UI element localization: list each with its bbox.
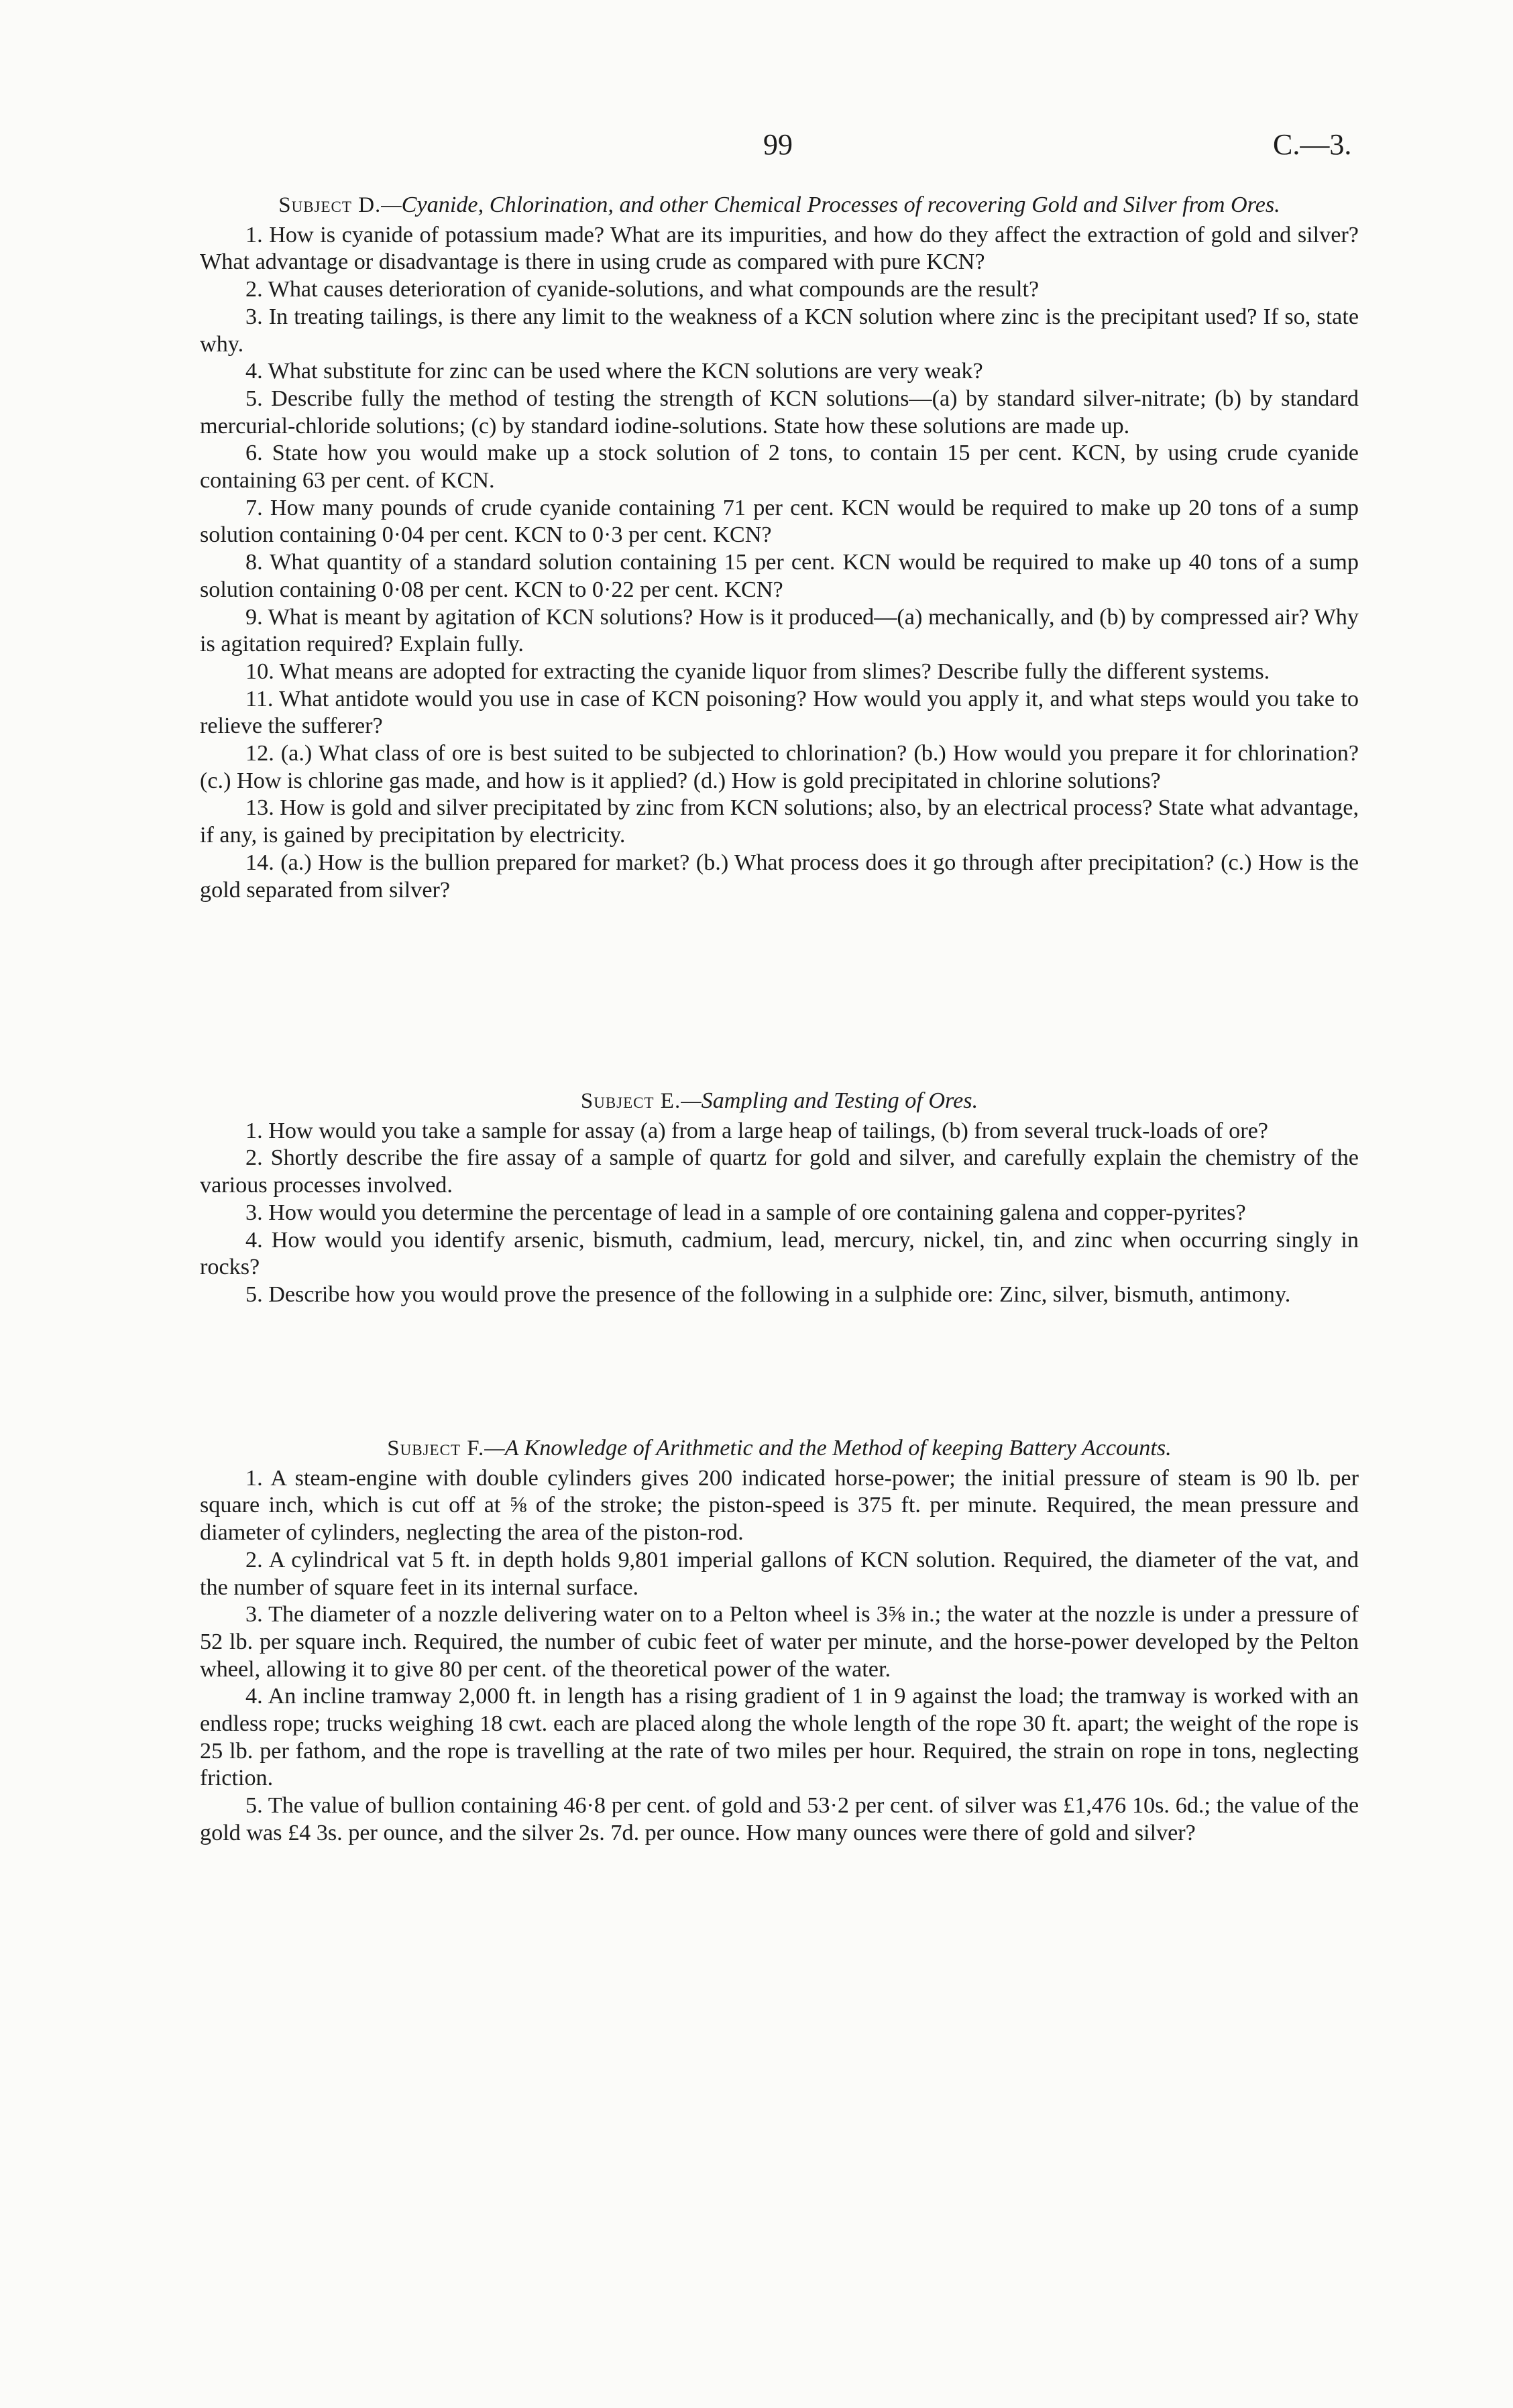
question: 4. How would you identify arsenic, bismuth, cadmium, lead, mercury, nickel, tin, and zinc when occurring singly in rocks? (200, 1227, 1359, 1280)
question: 4. An incline tramway 2,000 ft. in length has a rising gradient of 1 in 9 against the load; the tramway is worked with an endless rope; trucks weighing 18 cwt. each are placed along the whole length of the rope 30 ft. apart; the weight of the rope is 25 lb. per fathom, and the rope is travelling at the rate of two miles per hour. Required, the strain on rope in tons, neglecting friction. (200, 1684, 1359, 1791)
question: 6. State how you would make up a stock solution of 2 tons, to contain 15 per cent. KCN, by using crude cyanide containing 63 per cent. of KCN. (200, 441, 1359, 494)
section-heading: —Sampling and Testing of Ores. (681, 1088, 978, 1113)
question: 1. A steam-engine with double cylinders gives 200 indicated horse-power; the initial pressure of steam is 90 lb. per square inch, which is cut off at ⅝ of the stroke; the piston-speed is 375 ft. per minute. Required, the mean pressure and diameter of cylinders, neglecting the area of the piston-rod. (200, 1465, 1359, 1546)
section-title (200, 192, 1359, 219)
question: 12. (a.) What class of ore is best suited to be subjected to chlorination? (b.) How would you prepare it for chlorination? (c.) How is chlorine gas made, and how is it applied? (d.) How is gold precipitated in chlorine solutions? (200, 741, 1359, 793)
question: 8. What quantity of a standard solution containing 15 per cent. KCN would be required to make up 40 tons of a sump solution containing 0·08 per cent. KCN to 0·22 per cent. KCN? (200, 550, 1359, 602)
question: 11. What antidote would you use in case of KCN poisoning? How would you apply it, and what steps would you take to relieve the sufferer? (200, 686, 1359, 739)
section-title (200, 1088, 1359, 1115)
question: 5. Describe how you would prove the presence of the following in a sulphide ore: Zinc, silver, bismuth, antimony. (245, 1281, 1291, 1307)
section-subject-d (200, 192, 1359, 904)
question: 10. What means are adopted for extracting the cyanide liquor from slimes? Describe fully the different systems. (245, 658, 1270, 684)
page-number: 99 (763, 128, 793, 161)
section-label: Subject F. (387, 1436, 485, 1460)
question: 1. How would you take a sample for assay (a) from a large heap of tailings, (b) from several truck-loads of ore? (245, 1118, 1268, 1143)
question: 2. What causes deterioration of cyanide-solutions, and what compounds are the result? (245, 277, 1040, 302)
section-subject-e (200, 1088, 1359, 1309)
question: 3. How would you determine the percentage of lead in a sample of ore containing galena and copper-pyrites? (245, 1200, 1246, 1225)
section-title (200, 1435, 1359, 1463)
question: 4. What substitute for zinc can be used where the KCN solutions are very weak? (245, 359, 983, 384)
question: 5. Describe fully the method of testing the strength of KCN solutions—(a) by standard silver-nitrate; (b) by standard mercurial-chloride solutions; (c) by standard iodine-solutions. State how these solutions are made up. (200, 386, 1359, 439)
question: 9. What is meant by agitation of KCN solutions? How is it produced—(a) mechanically, and (b) by compressed air? Why is agitation required? Explain fully. (200, 604, 1359, 657)
section-subject-f (200, 1435, 1359, 1847)
question: 2. Shortly describe the fire assay of a sample of quartz for gold and silver, and carefully explain the chemistry of the various processes involved. (200, 1145, 1359, 1198)
question: 14. (a.) How is the bullion prepared for market? (b.) What process does it go through after precipitation? (c.) How is the gold separated from silver? (200, 850, 1359, 903)
section-heading: —Cyanide, Chlorination, and other Chemical Processes of recovering Gold and Silver from Ores. (381, 192, 1280, 217)
question: 1. How is cyanide of potassium made? What are its impurities, and how do they affect the extraction of gold and silver? What advantage or disadvantage is there in using crude as compared with pure KCN? (200, 222, 1359, 275)
question: 7. How many pounds of crude cyanide containing 71 per cent. KCN would be required to make up 20 tons of a sump solution containing 0·04 per cent. KCN to 0·3 per cent. KCN? (200, 495, 1359, 548)
section-heading: —A Knowledge of Arithmetic and the Method of keeping Battery Accounts. (484, 1436, 1172, 1460)
question: 5. The value of bullion containing 46·8 per cent. of gold and 53·2 per cent. of silver was £1,476 10s. 6d.; the value of the gold was £4 3s. per ounce, and the silver 2s. 7d. per ounce. How many ounces were there of gold and silver? (200, 1793, 1359, 1845)
section-label: Subject E. (580, 1089, 681, 1113)
question: 3. In treating tailings, is there any limit to the weakness of a KCN solution where zinc is the precipitant used? If so, state why. (200, 304, 1359, 357)
question: 3. The diameter of a nozzle delivering water on to a Pelton wheel is 3⅝ in.; the water at the nozzle is under a pressure of 52 lb. per square inch. Required, the number of cubic feet of water per minute, and the horse-power developed by the Pelton wheel, allowing it to give 80 per cent. of the theoretical power of the water. (200, 1602, 1359, 1682)
document-reference: C.—3. (1273, 128, 1352, 161)
question: 2. A cylindrical vat 5 ft. in depth holds 9,801 imperial gallons of KCN solution. Required, the diameter of the vat, and the number of square feet in its internal surface. (200, 1547, 1359, 1600)
section-label: Subject D. (278, 193, 382, 217)
question: 13. How is gold and silver precipitated by zinc from KCN solutions; also, by an electrical process? State what advantage, if any, is gained by precipitation by electricity. (200, 795, 1359, 848)
